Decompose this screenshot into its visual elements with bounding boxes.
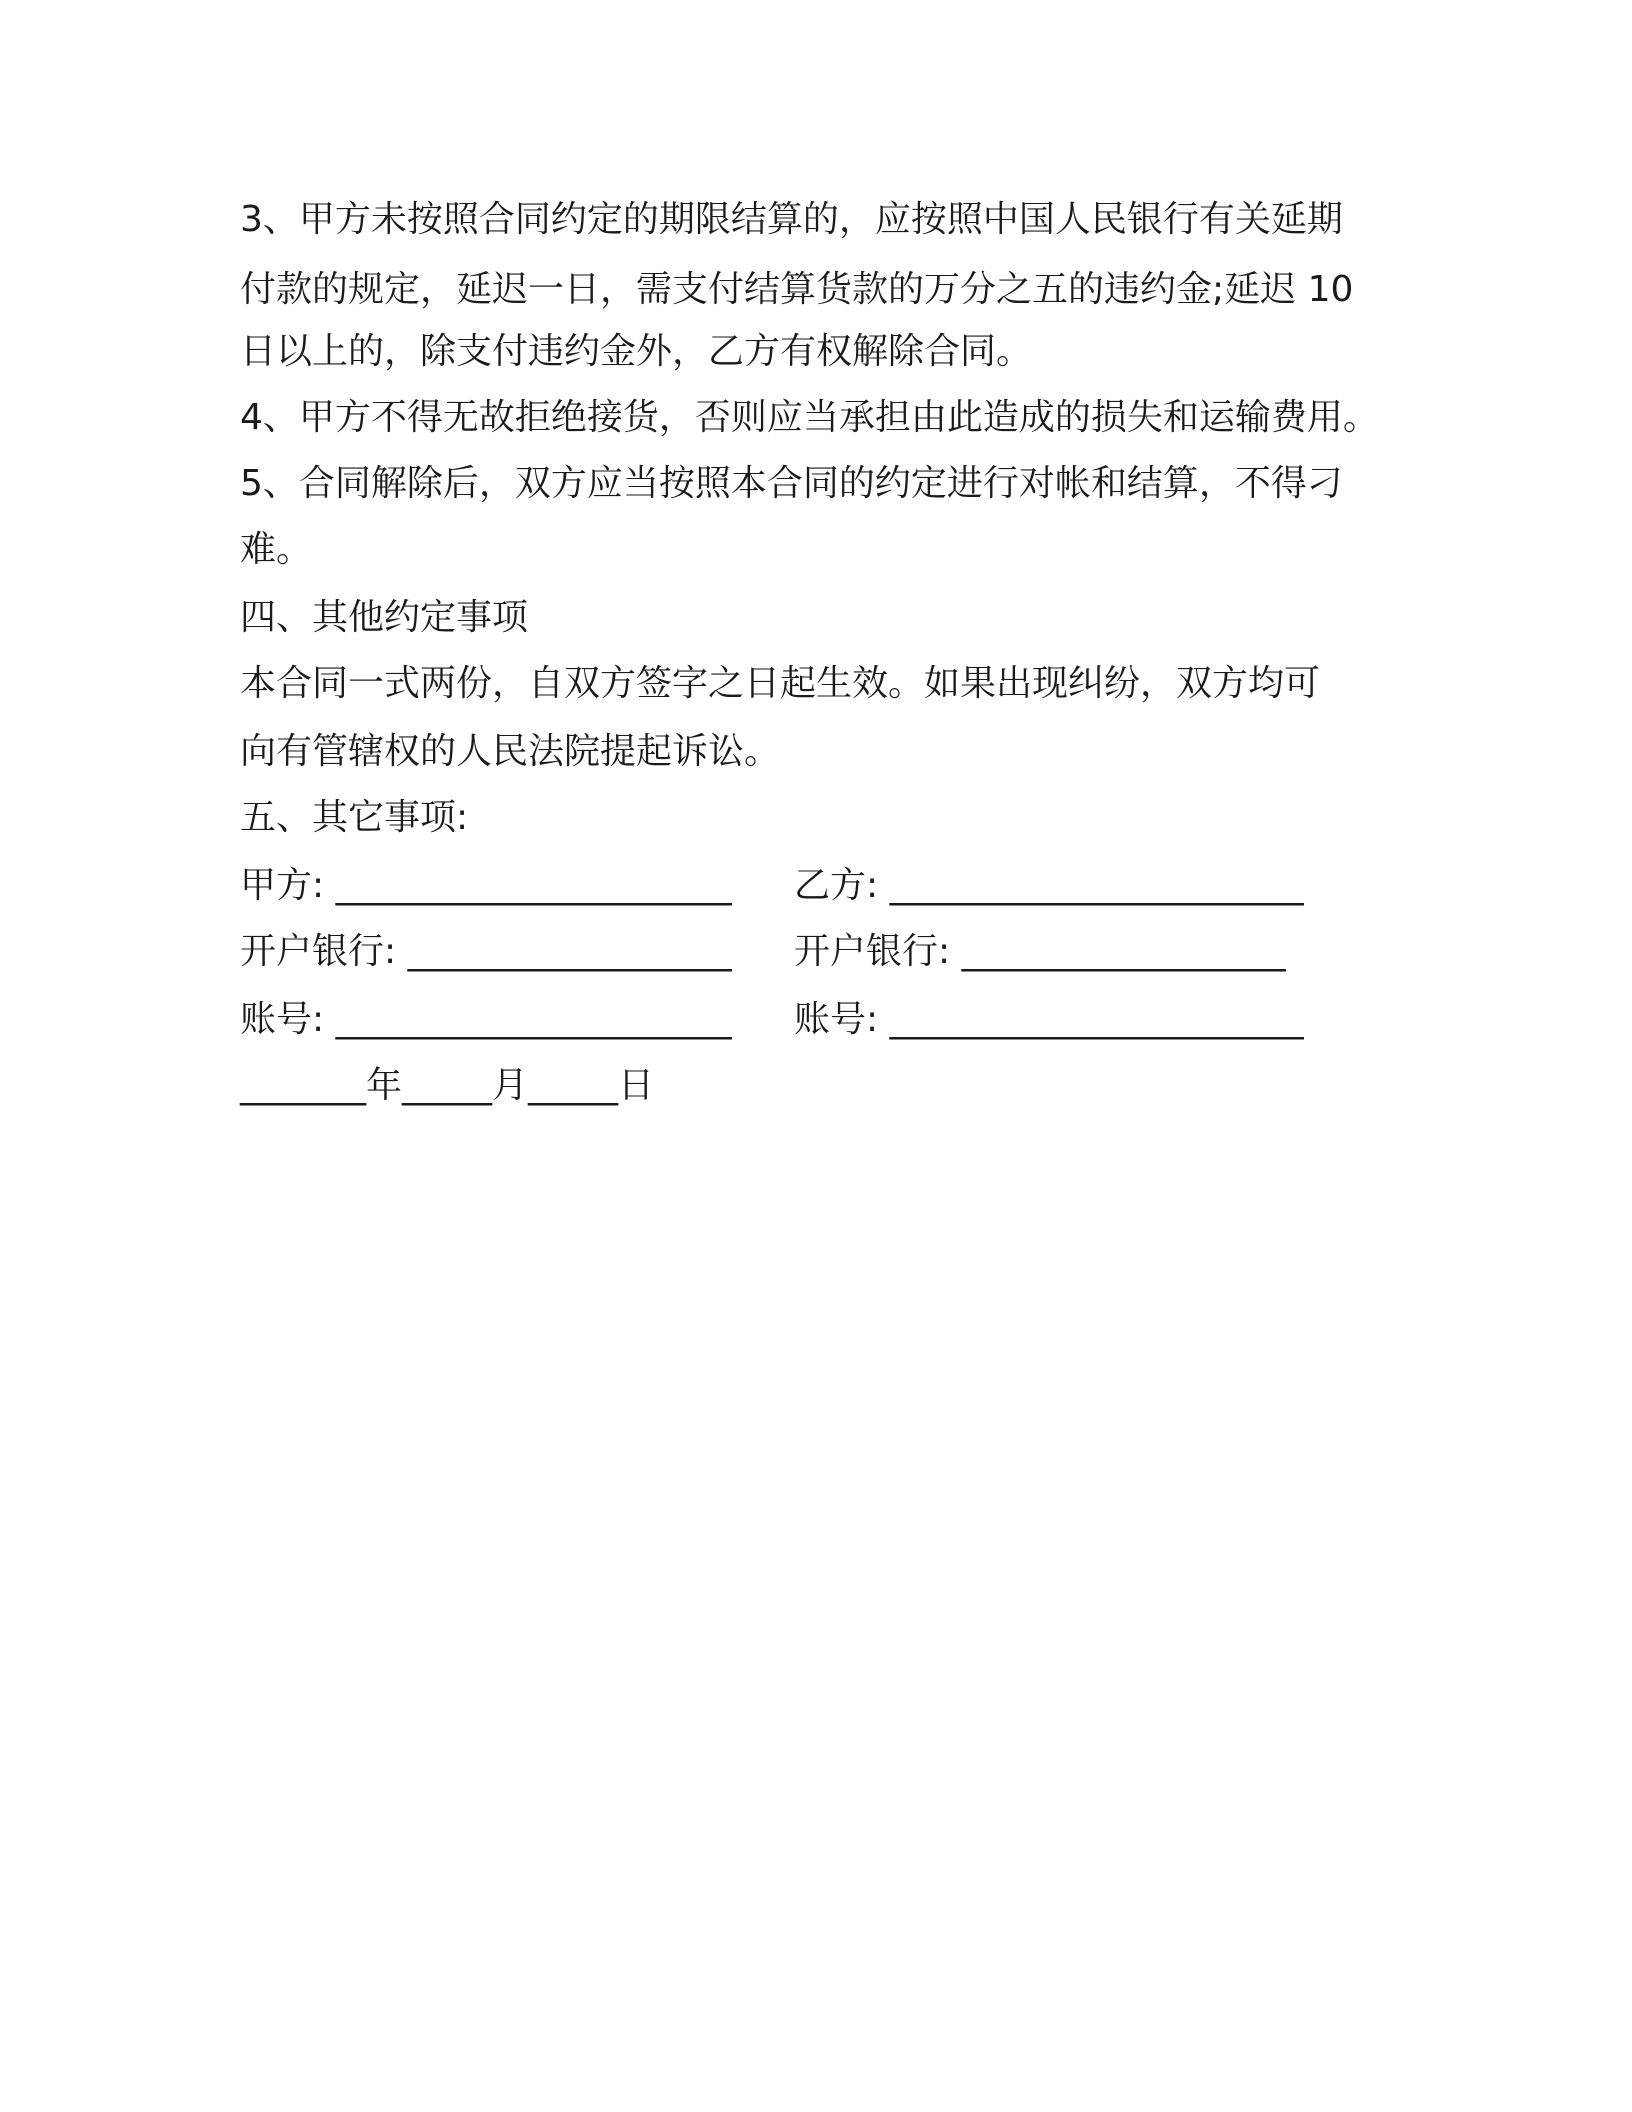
account-a-field: 账号: ______________________ — [240, 999, 732, 1040]
account-b-field: 账号: _______________________ — [794, 999, 1304, 1040]
section-4-heading: 四、其他约定事项 — [240, 597, 529, 638]
clause-3-line-3: 日以上的，除支付违约金外，乙方有权解除合同。 — [240, 331, 1033, 372]
clause-5-line-1: 5、合同解除后，双方应当按照本合同的约定进行对帐和结算，不得刁 — [240, 463, 1343, 504]
bank-b-field: 开户银行: __________________ — [794, 931, 1286, 972]
section-4-body-line-2: 向有管辖权的人民法院提起诉讼。 — [240, 731, 781, 772]
section-5-heading: 五、其它事项: — [240, 797, 469, 838]
section-4-body-line-1: 本合同一式两份，自双方签字之日起生效。如果出现纠纷，双方均可 — [240, 663, 1321, 704]
clause-3-line-2: 付款的规定，延迟一日，需支付结算货款的万分之五的违约金;延迟 10 — [240, 269, 1354, 310]
party-b-field: 乙方: _______________________ — [794, 865, 1304, 906]
party-a-field: 甲方: ______________________ — [240, 865, 732, 906]
bank-a-field: 开户银行: __________________ — [240, 931, 732, 972]
date-field: _______年_____月_____日 — [240, 1065, 654, 1106]
clause-3-line-1: 3、甲方未按照合同约定的期限结算的，应按照中国人民银行有关延期 — [240, 199, 1343, 240]
clause-5-line-2: 难。 — [240, 529, 313, 570]
clause-4: 4、甲方不得无故拒绝接货，否则应当承担由此造成的损失和运输费用。 — [240, 397, 1379, 438]
